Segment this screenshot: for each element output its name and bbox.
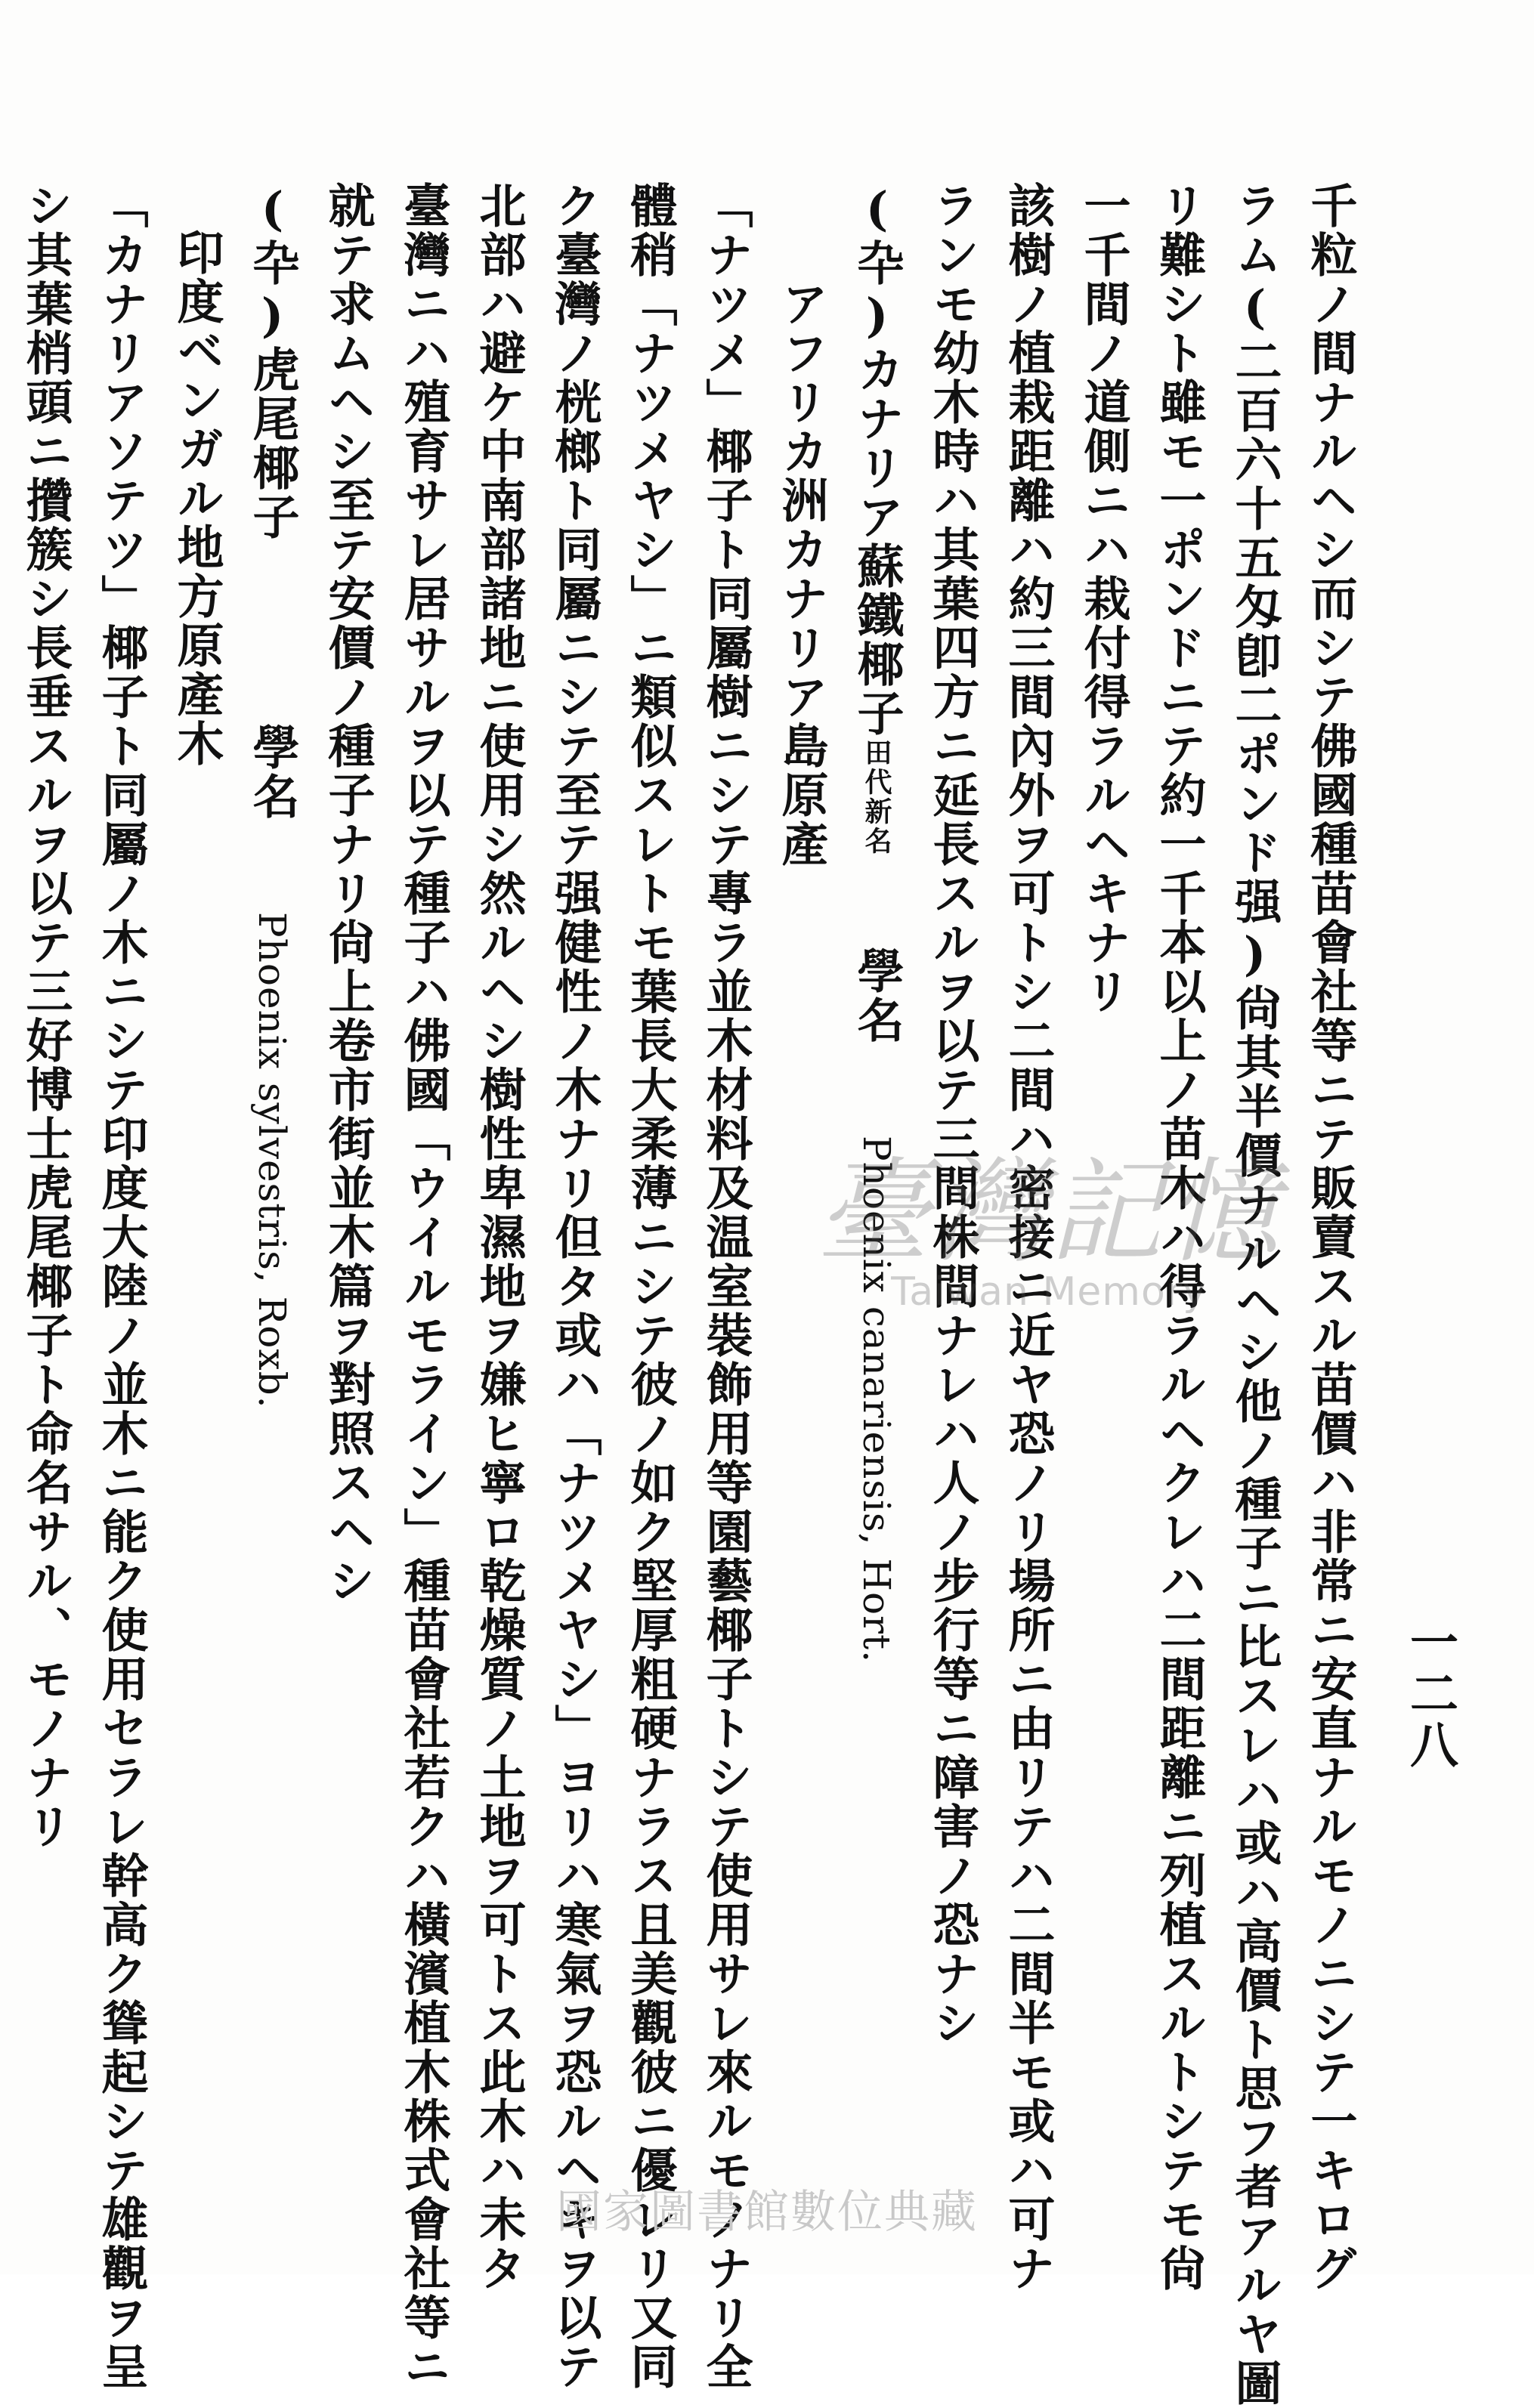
section-heading-canary-palm: (卆)カナリア蘇鐵椰子田代新名學名Phoenix canariensis, Hort. [849, 181, 905, 1664]
text-column: 「カナリアソテツ」椰子ト同屬ノ木ニシテ印度大陸ノ並木ニ能ク使用セラレ幹高ク聳起シテ雄觀ヲ呈 [94, 181, 149, 2391]
scientific-name: Phoenix sylvestris, Roxb. [250, 912, 294, 1409]
watermark-logo [816, 1147, 1282, 1315]
text-column: ク臺灣ノ桄榔ト同屬ニシテ至テ强健性ノ木ナリ但タ或ハ「ナツメヤシ」ヨリハ寒氣ヲ恐ルヘキヲ以テ [547, 181, 602, 2391]
scientific-name-label: 學名 [245, 723, 300, 821]
text-column: 該樹ノ植栽距離ハ約三間內外ヲ可トシ二間ハ密接ニ近ヤ恐ノリ場所ニ由リテハ二間半モ或ハ可ナ [1001, 181, 1056, 2293]
watermark-title: 臺灣記憶 [816, 1147, 1282, 1278]
text-column: 體稍「ナツメヤシ」ニ類似スレトモ葉長大柔薄ニシテ彼ノ如ク堅厚粗硬ナラス且美觀彼ニ優レリ又同 [623, 181, 678, 2391]
text-column: 印度ベンガル地方原產木 [169, 228, 224, 768]
text-column: リ難シト雖モ一ポンドニテ約一千本以上ノ苗木ハ得ラルヘクレハ二間距離ニ列植スルトシテモ尙 [1152, 181, 1207, 2293]
text-column: 臺灣ニハ殖育サレ居サルヲ以テ種子ハ佛國「ウイルモライン」種苗會社若クハ橫濱植木株式會社等ニ [396, 181, 451, 2391]
text-column: 就テ求ムヘシ至テ安價ノ種子ナリ尙上卷市街並木篇ヲ對照スヘシ [320, 181, 376, 1606]
text-column: 一千間ノ道側ニハ栽付得ラルヘキナリ [1076, 181, 1131, 1016]
text-column: アフリカ洲カナリア島原產 [774, 280, 829, 869]
text-column: 北部ハ避ケ中南部諸地ニ使用シ然ルヘシ樹性卑濕地ヲ嫌ヒ寧ロ乾燥質ノ土地ヲ可トス此木ハ未タ [472, 181, 527, 2293]
section-heading-tiger-tail-palm: (卆)虎尾椰子學名Phoenix sylvestris, Roxb. [245, 181, 300, 1409]
text-column: シ其葉梢頭ニ攢簇シ長垂スルヲ以テ三好博士虎尾椰子ト命名サル、モノナリ [18, 181, 73, 1851]
footer-credit: 國家圖書館數位典藏 [556, 2186, 978, 2239]
text-column: 千粒ノ間ナルヘシ而シテ佛國種苗會社等ニテ販賣スル苗價ハ非常ニ安直ナルモノニシテ一キログ [1303, 181, 1358, 2293]
page-number: 一二八 [1402, 1617, 1458, 1771]
scientific-name-label: 學名 [849, 947, 905, 1045]
text-column: 「ナツメ」椰子ト同屬樹ニシテ專ラ並木材料及温室裝飾用等園藝椰子トシテ使用サレ來ルモノナリ全 [698, 181, 753, 2391]
text-column: ラム(二百六十五匁卽二ポンド强)尙其半價ナルヘシ他ノ種子ニ比スレハ或ハ高價ト思フ者アルヤ圖 [1227, 181, 1282, 2408]
text-column: ランモ幼木時ハ其葉四方ニ延長スルヲ以テ三間株間ナレハ人ノ步行等ニ障害ノ恐ナシ [925, 181, 980, 2048]
watermark-subtitle: Taiwan Memory [891, 1269, 1207, 1315]
heading-note: 田代新名 [861, 738, 892, 856]
scientific-name: Phoenix canariensis, Hort. [855, 1136, 898, 1664]
